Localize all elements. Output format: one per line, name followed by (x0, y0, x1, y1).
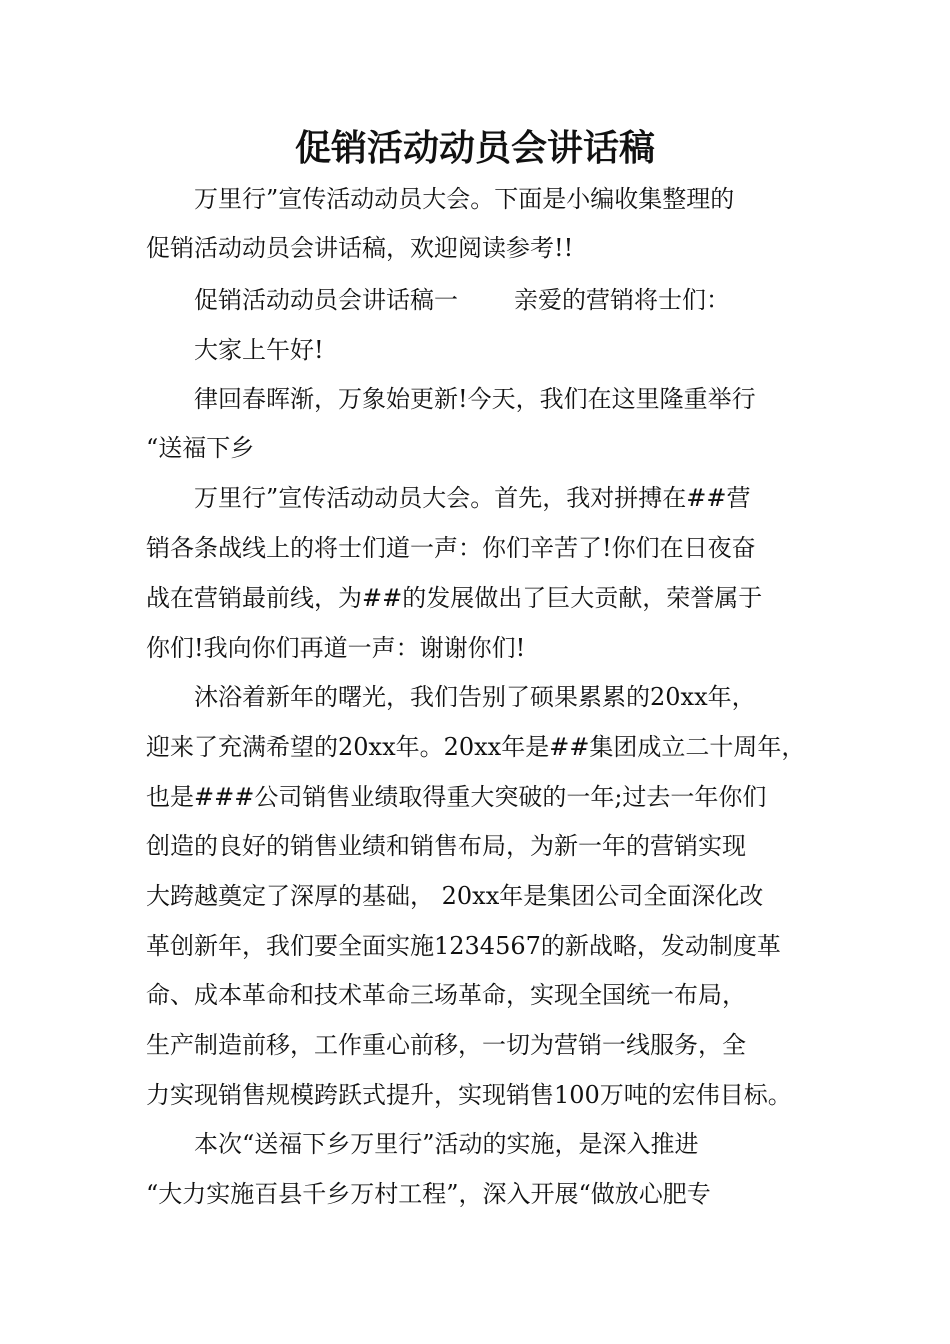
paragraph-line: 战在营销最前线，为##的发展做出了巨大贡献，荣誉属于 (146, 584, 763, 612)
paragraph-line: 本次“送福下乡万里行”活动的实施，是深入推进 (194, 1130, 699, 1158)
paragraph-line: 销各条战线上的将士们道一声：你们辛苦了!你们在日夜奋 (146, 534, 756, 562)
paragraph-line: 万里行”宣传活动动员大会。下面是小编收集整理的 (194, 185, 735, 213)
paragraph-line: “大力实施百县千乡万村工程”，深入开展“做放心肥专 (146, 1180, 711, 1208)
paragraph-line: 命、成本革命和技术革命三场革命，实现全国统一布局， (146, 981, 746, 1009)
paragraph-line (194, 280, 730, 320)
paragraph-line: 革创新年，我们要全面实施1234567的新战略，发动制度革 (146, 932, 781, 960)
paragraph-line: 大家上午好! (194, 336, 324, 364)
paragraph-line: 你们!我向你们再道一声：谢谢你们! (146, 634, 526, 662)
paragraph-line: 也是###公司销售业绩取得重大突破的一年;过去一年你们 (146, 783, 767, 811)
paragraph-line: 促销活动动员会讲话稿，欢迎阅读参考!! (146, 234, 574, 262)
document-title: 促销活动动员会讲话稿 (294, 127, 655, 169)
section-heading: 促销活动动员会讲话稿一 (194, 286, 458, 314)
paragraph-line: “送福下乡 (146, 434, 255, 462)
paragraph-line: 万里行”宣传活动动员大会。首先，我对拼搏在##营 (194, 484, 751, 512)
paragraph-line: 大跨越奠定了深厚的基础， 20xx年是集团公司全面深化改 (146, 882, 764, 910)
paragraph-line: 生产制造前移，工作重心前移，一切为营销一线服务，全 (146, 1031, 746, 1059)
paragraph-line: 律回春晖渐，万象始更新!今天，我们在这里隆重举行 (194, 385, 756, 413)
paragraph-line: 迎来了充满希望的20xx年。20xx年是##集团成立二十周年， (146, 733, 806, 761)
salutation: 亲爱的营销将士们： (514, 286, 730, 314)
paragraph-line: 沐浴着新年的曙光，我们告别了硕果累累的20xx年， (194, 683, 756, 711)
paragraph-line: 力实现销售规模跨跃式提升，实现销售100万吨的宏伟目标。 (146, 1081, 792, 1109)
paragraph-line: 创造的良好的销售业绩和销售布局，为新一年的营销实现 (146, 832, 746, 860)
